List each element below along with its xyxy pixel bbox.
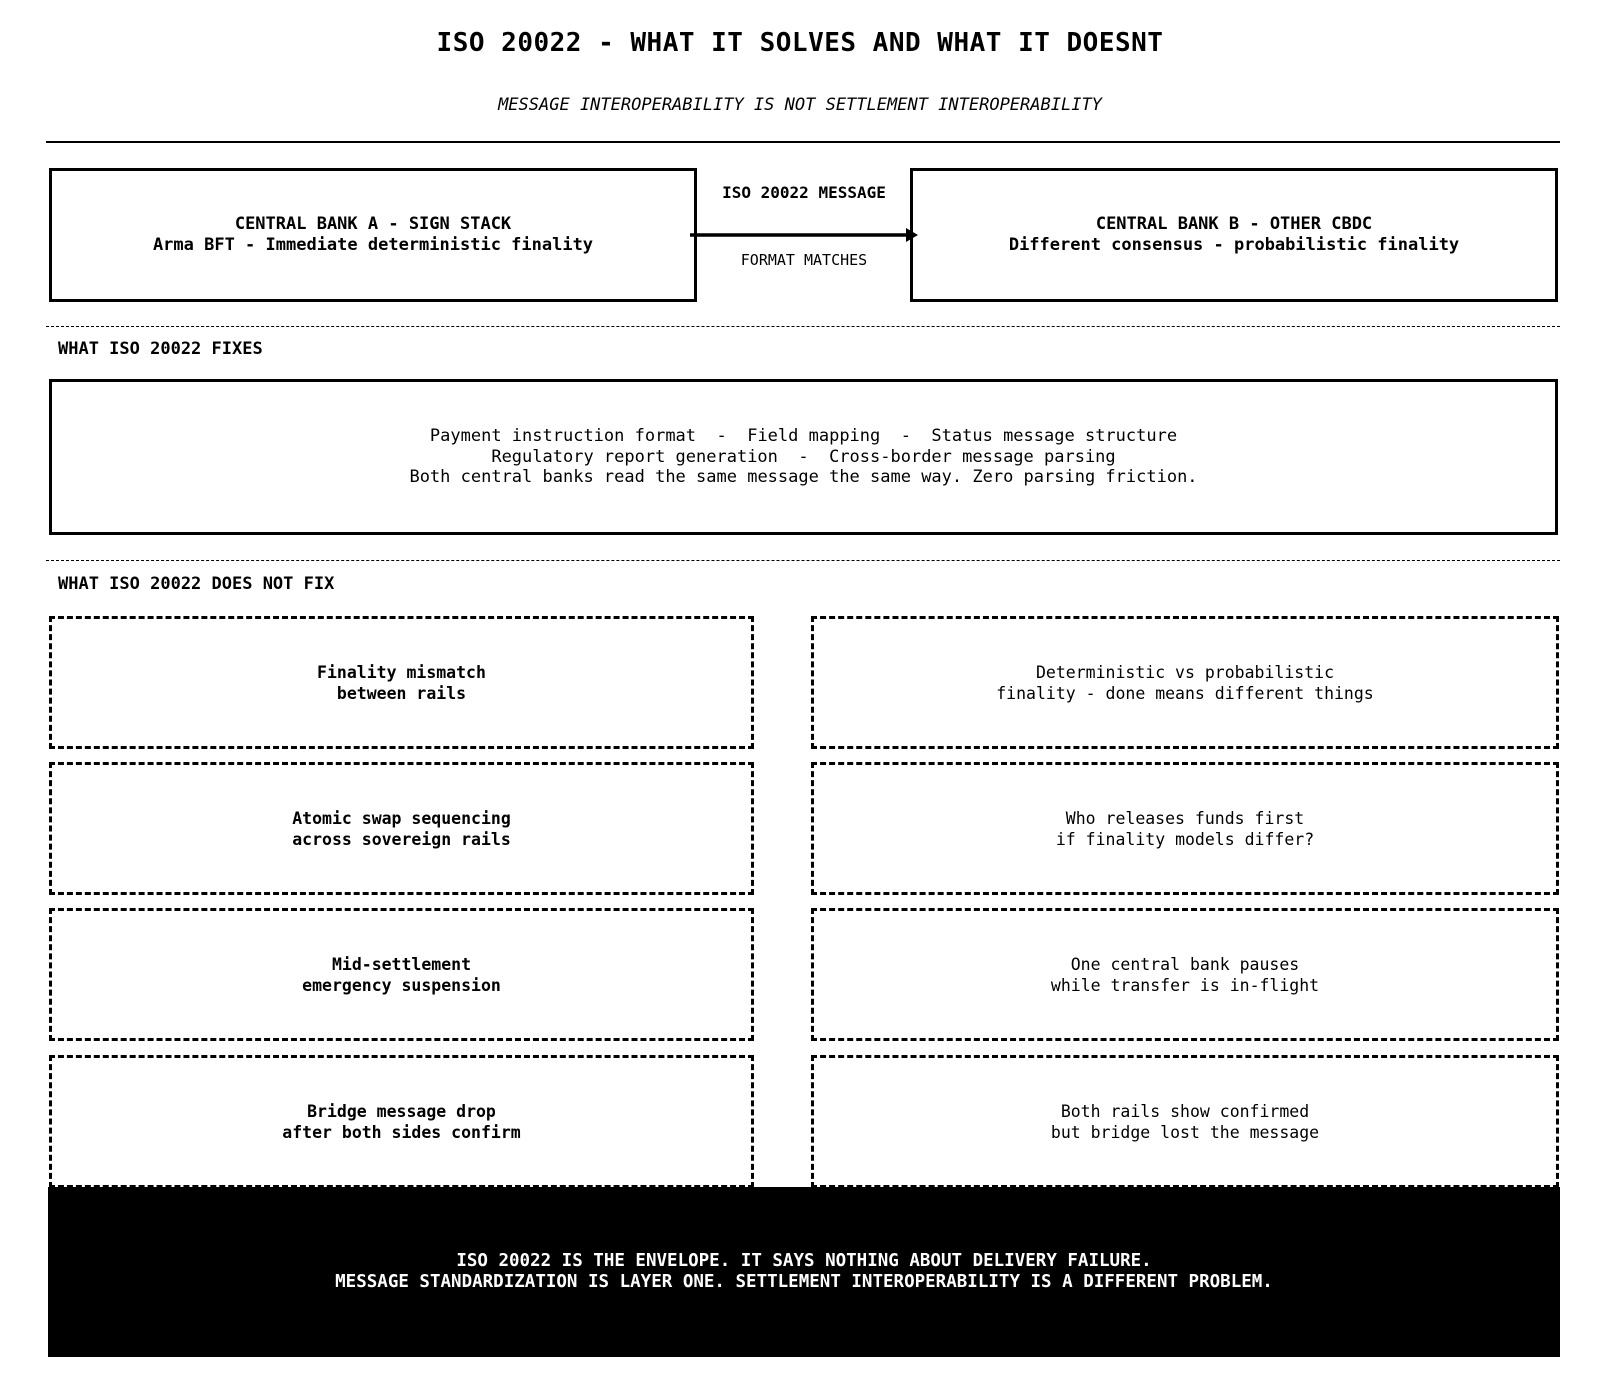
not-fixes-heading: WHAT ISO 20022 DOES NOT FIX <box>58 574 335 594</box>
fixes-box <box>49 379 1558 535</box>
issue-text: Bridge message drop <box>307 1101 496 1121</box>
fixes-heading: WHAT ISO 20022 FIXES <box>58 339 263 359</box>
detail-text: Deterministic vs probabilistic <box>1035 662 1334 682</box>
detail-text: but bridge lost the message <box>1050 1122 1320 1142</box>
central-bank-b-finality: Different consensus - probabilistic finality <box>1008 235 1460 255</box>
detail-text: One central bank pauses <box>1070 954 1300 974</box>
central-bank-b-box <box>910 168 1558 302</box>
message-arrow <box>690 224 920 246</box>
issue-text: between rails <box>336 683 467 703</box>
diagram-subtitle: MESSAGE INTEROPERABILITY IS NOT SETTLEMENT INTEROPERABILITY <box>498 95 1102 115</box>
central-bank-a-finality: Arma BFT - Immediate deterministic finality <box>152 235 594 255</box>
section-divider <box>46 560 1560 561</box>
central-bank-a-box <box>49 168 697 302</box>
fixes-line: Payment instruction format - Field mapping - Status message structure <box>429 426 1178 447</box>
detail-text: while transfer is in-flight <box>1050 975 1320 995</box>
conclusion-line: MESSAGE STANDARDIZATION IS LAYER ONE. SETTLEMENT INTEROPERABILITY IS A DIFFERENT PROBLEM. <box>335 1272 1273 1292</box>
diagram-title: ISO 20022 - WHAT IT SOLVES AND WHAT IT DOESNT <box>436 28 1164 58</box>
fixes-line: Regulatory report generation - Cross-border message parsing <box>491 446 1116 467</box>
section-divider <box>46 326 1560 327</box>
conclusion-line: ISO 20022 IS THE ENVELOPE. IT SAYS NOTHING ABOUT DELIVERY FAILURE. <box>456 1250 1152 1271</box>
issue-cell <box>49 762 754 895</box>
detail-text: Who releases funds first <box>1065 808 1305 828</box>
issue-text: across sovereign rails <box>292 829 511 849</box>
detail-cell <box>811 1055 1559 1188</box>
fixes-line: Both central banks read the same message the same way. Zero parsing friction. <box>409 467 1198 488</box>
issue-cell <box>49 1055 754 1188</box>
detail-cell <box>811 762 1559 895</box>
issue-text: emergency suspension <box>302 975 501 995</box>
detail-cell <box>811 616 1559 749</box>
arrow-format-label: FORMAT MATCHES <box>740 251 868 269</box>
issue-text: Atomic swap sequencing <box>292 808 511 828</box>
issue-cell <box>49 616 754 749</box>
header-divider <box>46 141 1560 143</box>
issue-text: after both sides confirm <box>282 1122 521 1142</box>
central-bank-b-title: CENTRAL BANK B - OTHER CBDC <box>1095 214 1373 234</box>
issue-text: Finality mismatch <box>317 662 486 682</box>
issue-text: Mid-settlement <box>331 954 472 974</box>
detail-text: finality - done means different things <box>996 683 1374 703</box>
detail-text: if finality models differ? <box>1055 829 1315 849</box>
detail-text: Both rails show confirmed <box>1060 1101 1310 1121</box>
issue-cell <box>49 908 754 1041</box>
conclusion-banner <box>48 1187 1560 1357</box>
arrow-message-label: ISO 20022 MESSAGE <box>722 183 886 202</box>
detail-cell <box>811 908 1559 1041</box>
central-bank-a-title: CENTRAL BANK A - SIGN STACK <box>234 214 512 234</box>
